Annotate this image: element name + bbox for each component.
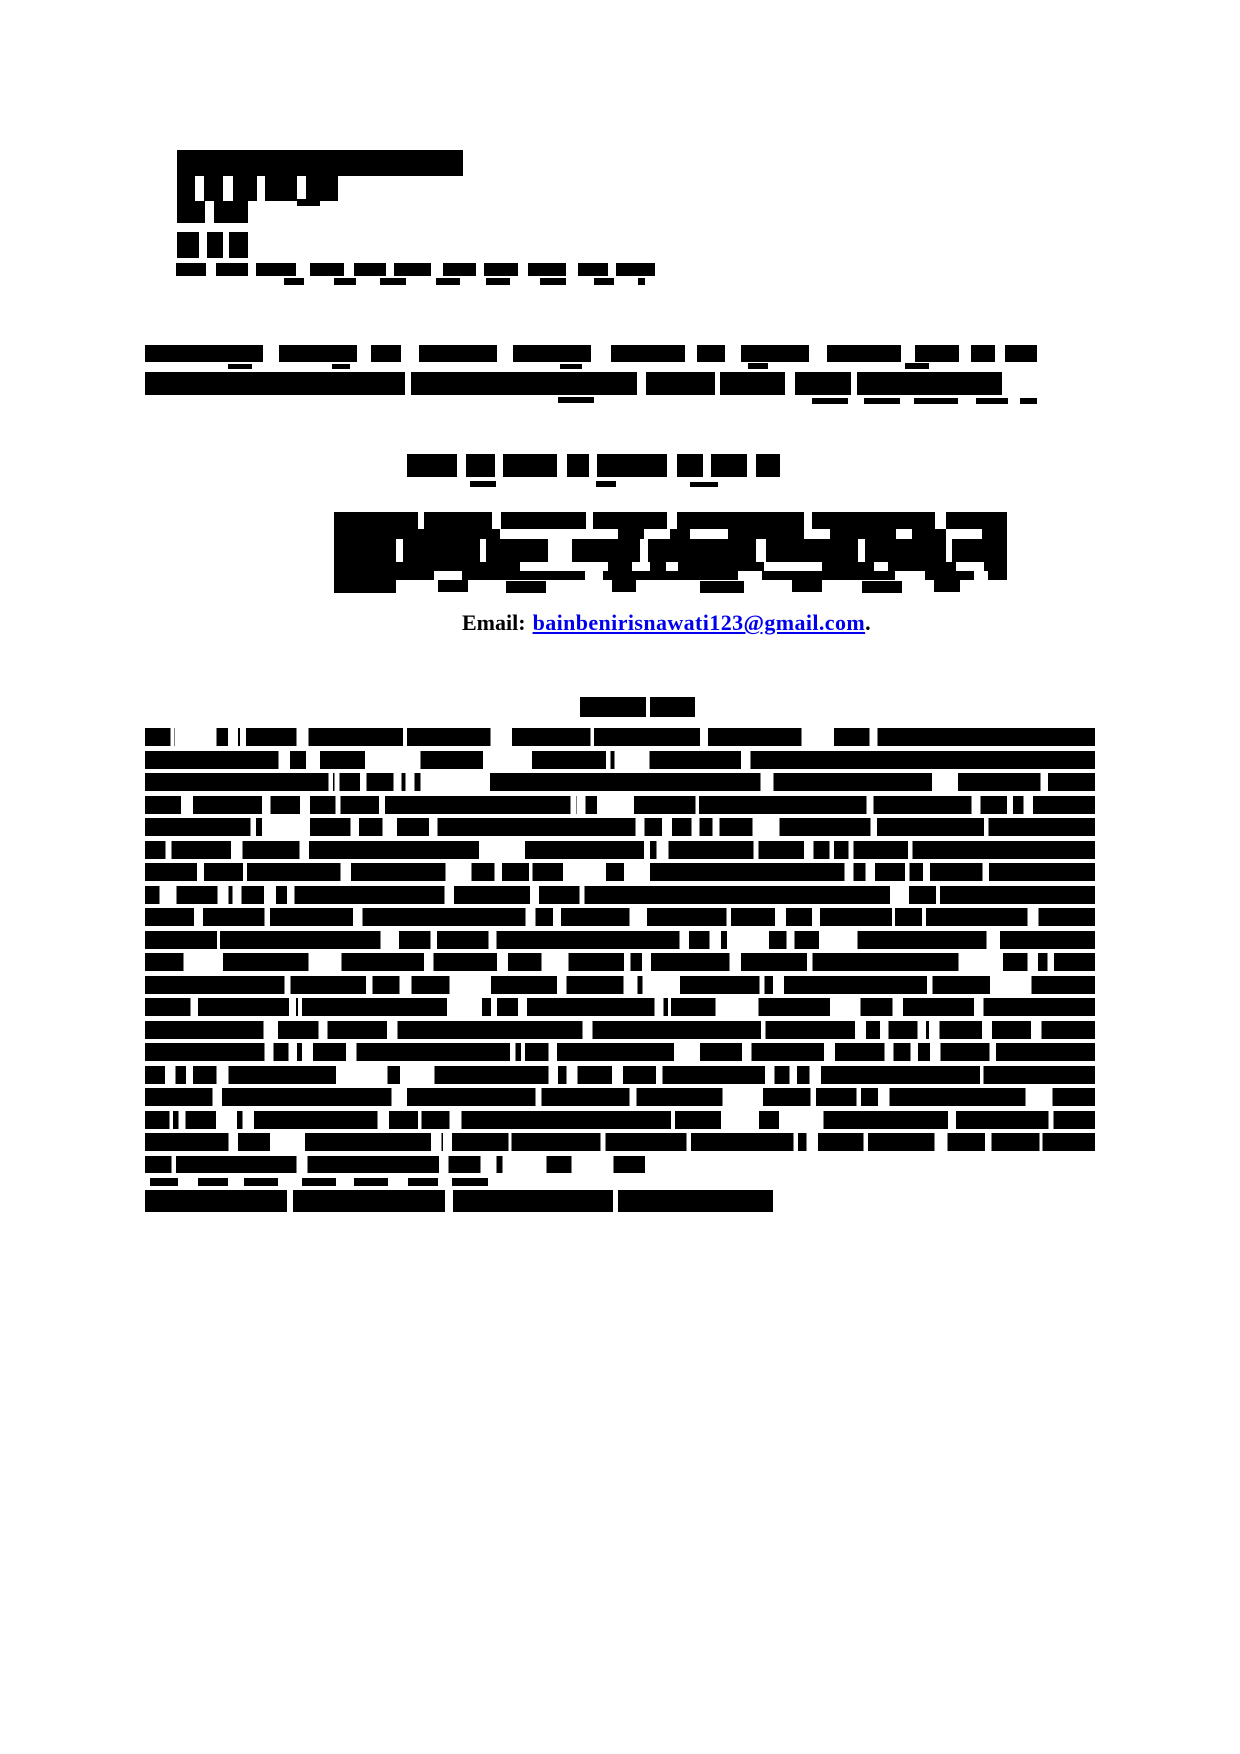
authors-block-bar [612, 580, 636, 592]
abstract-body-bar [145, 863, 1095, 881]
article-title-bar [470, 481, 496, 487]
abstract-body-bar [145, 1133, 1095, 1151]
authors-block-bar [334, 580, 396, 593]
abstract-body-bar [145, 908, 1095, 926]
abstract-body-bar [145, 841, 1095, 859]
abstract-body-bar [145, 796, 1095, 814]
journal-header-bar [284, 278, 645, 285]
article-info-band-bar [228, 364, 252, 369]
abstract-body-bar [145, 998, 1095, 1016]
abstract-body-bar [145, 751, 1095, 769]
abstract-body-bar [145, 1021, 1095, 1039]
keywords-footer-bar [145, 1190, 773, 1212]
article-info-band-bar [332, 364, 350, 369]
authors-block-bar [934, 580, 960, 592]
email-line [462, 610, 871, 636]
abstract-body-bar [145, 1088, 1095, 1106]
article-info-band-bar [748, 363, 768, 369]
journal-header-bar [177, 232, 248, 258]
article-info-band-bar [812, 398, 1037, 404]
authors-block-bar [862, 581, 902, 593]
abstract-body-bar [145, 976, 1095, 994]
article-info-band-bar [145, 345, 1037, 362]
abstract-body-bar [145, 953, 1095, 971]
journal-header-bar [177, 201, 248, 223]
journal-header-bar [177, 176, 338, 201]
authors-block-bar [700, 581, 744, 593]
article-info-band-bar [558, 397, 594, 403]
abstract-body-bar [145, 886, 1095, 904]
authors-block-bar [792, 580, 822, 592]
abstract-body-bar [145, 818, 1095, 836]
abstract-heading-bar [580, 697, 695, 717]
email-link[interactable]: bainbenirisnawati123@gmail.com [532, 610, 866, 635]
article-info-band-bar [560, 364, 582, 369]
abstract-body-bar [145, 1156, 645, 1173]
authors-block-bar [438, 580, 468, 592]
email-label: Email: [462, 610, 526, 635]
keywords-footer-bar [150, 1178, 488, 1186]
authors-block-bar [334, 529, 1007, 539]
abstract-body-bar [145, 773, 1095, 791]
abstract-body-bar [145, 931, 1095, 949]
abstract-body-bar [145, 1066, 1095, 1084]
abstract-body-bar [145, 728, 1095, 746]
authors-block-bar [334, 512, 1007, 529]
authors-block-bar [334, 562, 1007, 571]
article-info-band-bar [145, 372, 1002, 395]
article-title-bar [407, 454, 780, 477]
article-title-bar [690, 482, 718, 487]
journal-header-bar [176, 263, 655, 276]
abstract-body-bar [145, 1111, 1095, 1129]
authors-block-bar [334, 571, 1007, 580]
journal-header-bar [297, 199, 320, 206]
article-info-band-bar [905, 363, 929, 369]
authors-block-bar [334, 539, 1007, 562]
journal-header-bar [177, 150, 463, 176]
article-title-bar [596, 481, 616, 487]
authors-block-bar [506, 581, 546, 593]
email-suffix: . [865, 610, 871, 635]
abstract-body-bar [145, 1043, 1095, 1061]
